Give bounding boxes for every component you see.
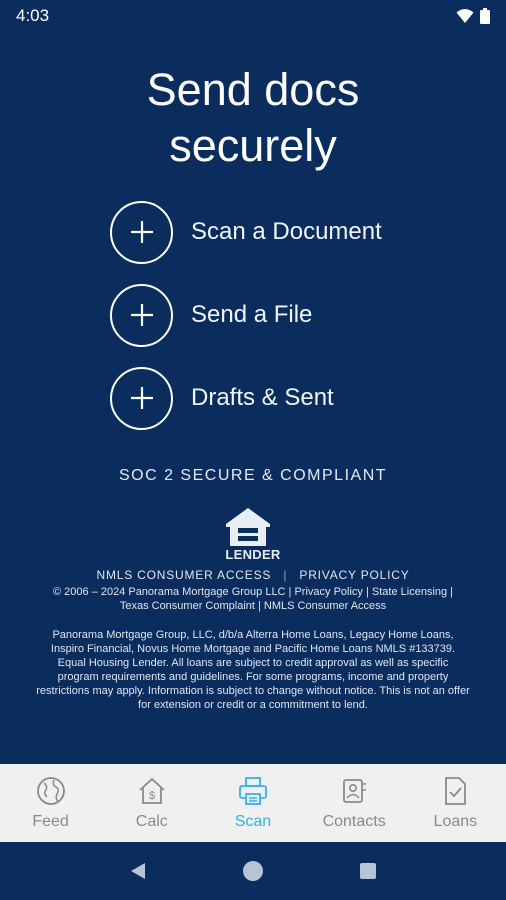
svg-text:$: $ — [148, 790, 155, 802]
status-time: 4:03 — [16, 6, 50, 25]
battery-icon — [480, 8, 490, 24]
secure-compliant-text: SOC 2 SECURE & COMPLIANT — [118, 467, 388, 484]
globe-icon — [35, 775, 67, 807]
action-list — [110, 200, 450, 449]
send-file-button[interactable]: Send a File — [110, 283, 450, 347]
system-nav-bar — [0, 842, 506, 900]
back-button[interactable] — [123, 856, 153, 886]
drafts-sent-button[interactable]: Drafts & Sent — [110, 366, 450, 430]
nav-contacts[interactable]: Contacts — [304, 775, 405, 831]
home-button[interactable] — [238, 856, 268, 886]
scan-document-button[interactable]: Scan a Document — [110, 200, 450, 264]
contacts-icon — [338, 775, 370, 807]
nav-scan[interactable]: Scan — [202, 775, 303, 831]
nmls-consumer-access-link[interactable]: NMLS CONSUMER ACCESS — [96, 568, 272, 582]
nav-calc[interactable]: $ Calc — [101, 775, 202, 831]
recents-button[interactable] — [353, 856, 383, 886]
status-bar — [0, 0, 506, 32]
plus-icon — [110, 367, 173, 430]
copyright-text: © 2006 – 2024 Panorama Mortgage Group LLC | Privacy Policy | State Licensing | Texas Consumer Complaint | NMLS Consumer Access — [52, 586, 454, 612]
legal-links: NMLS CONSUMER ACCESS | PRIVACY POLICY — [96, 568, 410, 582]
wifi-icon — [456, 8, 474, 24]
recents-square-icon — [358, 861, 378, 881]
plus-icon — [110, 284, 173, 347]
nav-loans[interactable]: Loans — [405, 775, 506, 831]
house-dollar-icon — [136, 775, 168, 807]
page-title: Send docs securely — [146, 64, 360, 171]
back-triangle-icon — [128, 861, 148, 881]
home-circle-icon — [241, 859, 265, 883]
nav-feed[interactable]: Feed — [0, 775, 101, 831]
bottom-nav — [0, 764, 506, 842]
privacy-policy-link[interactable]: PRIVACY POLICY — [299, 568, 410, 582]
disclaimer-text: Panorama Mortgage Group, LLC, d/b/a Alterra Home Loans, Legacy Home Loans, Inspiro Financial, Novus Home Mortgage and Pacific Home Loans NMLS #133739. Equal Housing Lender. All loans are subject to credit approval as well as specific program requirements and guidelines. For some programs, income and property restrictions may apply. Information is subject to change without notice. This is not an offer for extension or credit or a commitment to lend. — [36, 629, 470, 711]
ehl-lender-text: LENDER — [225, 547, 281, 562]
document-check-icon — [439, 775, 471, 807]
printer-icon — [237, 775, 269, 807]
plus-icon — [110, 201, 173, 264]
